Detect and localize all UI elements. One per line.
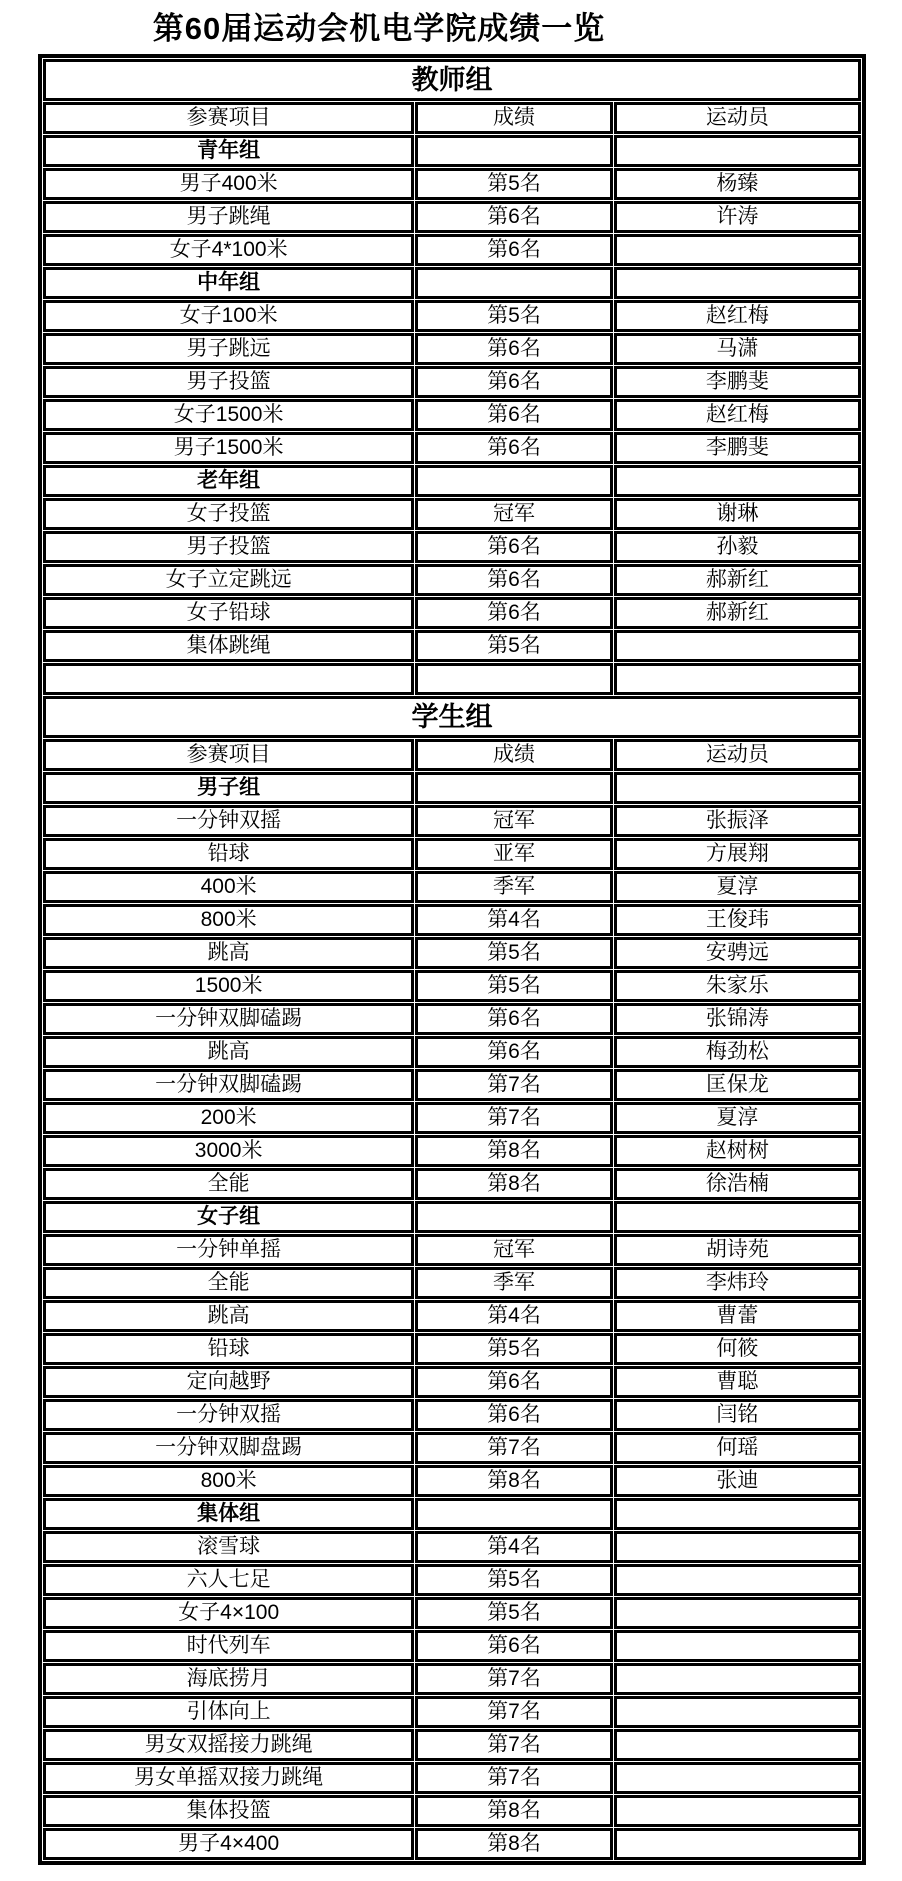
- table-row: [43, 300, 861, 332]
- table-row: [43, 531, 861, 563]
- table-row: [43, 1762, 861, 1794]
- event-cell: 男子400米: [43, 168, 414, 200]
- result-cell: 第6名: [415, 366, 612, 398]
- table-row: [43, 1333, 861, 1365]
- column-header-cell-2: 运动员: [614, 102, 861, 134]
- event-cell: 男子投篮: [43, 366, 414, 398]
- result-cell: 第6名: [415, 333, 612, 365]
- event-cell: 定向越野: [43, 1366, 414, 1398]
- athlete-cell: [614, 1663, 861, 1695]
- athlete-cell: 许涛: [614, 201, 861, 233]
- table-row: [43, 1003, 861, 1035]
- table-row: [43, 498, 861, 530]
- table-row: [43, 201, 861, 233]
- group-empty-result-cell: [415, 465, 612, 497]
- athlete-cell: [614, 1564, 861, 1596]
- athlete-cell: [614, 1729, 861, 1761]
- event-cell: 800米: [43, 1465, 414, 1497]
- group-empty-result-cell: [415, 1498, 612, 1530]
- table-row: [43, 432, 861, 464]
- athlete-cell: 张振泽: [614, 805, 861, 837]
- event-cell: 女子铅球: [43, 597, 414, 629]
- athlete-cell: 郝新红: [614, 597, 861, 629]
- table-row: [43, 970, 861, 1002]
- column-header-cell-0: 参赛项目: [43, 739, 414, 771]
- group-name-cell: 老年组: [43, 465, 414, 497]
- athlete-cell: 闫铭: [614, 1399, 861, 1431]
- table-row: [43, 1630, 861, 1662]
- result-cell: 第6名: [415, 1399, 612, 1431]
- result-cell: 第6名: [415, 597, 612, 629]
- event-cell: 一分钟双摇: [43, 1399, 414, 1431]
- table-row: [43, 838, 861, 870]
- table-row: [43, 333, 861, 365]
- athlete-cell: 何瑶: [614, 1432, 861, 1464]
- event-cell: 男子投篮: [43, 531, 414, 563]
- result-cell: 第6名: [415, 432, 612, 464]
- table-row: [43, 168, 861, 200]
- section-header-cell: 学生组: [43, 696, 861, 738]
- table-row: [43, 805, 861, 837]
- result-cell: 第7名: [415, 1069, 612, 1101]
- result-cell: 第6名: [415, 1630, 612, 1662]
- athlete-cell: 夏淳: [614, 1102, 861, 1134]
- athlete-cell: 张锦涛: [614, 1003, 861, 1035]
- table-row: [43, 1729, 861, 1761]
- event-cell: 女子投篮: [43, 498, 414, 530]
- athlete-cell: 曹聪: [614, 1366, 861, 1398]
- event-cell: 女子1500米: [43, 399, 414, 431]
- page: [0, 8, 902, 1881]
- table-row: [43, 1828, 861, 1860]
- table-row: [43, 1300, 861, 1332]
- athlete-cell: [614, 1762, 861, 1794]
- group-name-row: [43, 465, 861, 497]
- table-row: [43, 1135, 861, 1167]
- result-cell: 第8名: [415, 1168, 612, 1200]
- event-cell: 六人七足: [43, 1564, 414, 1596]
- table-row: [43, 1432, 861, 1464]
- athlete-cell: [614, 630, 861, 662]
- athlete-cell: 谢琳: [614, 498, 861, 530]
- table-row: [43, 1795, 861, 1827]
- event-cell: 一分钟双脚盘踢: [43, 1432, 414, 1464]
- result-cell: 第4名: [415, 1300, 612, 1332]
- table-row: [43, 1102, 861, 1134]
- athlete-cell: 何筱: [614, 1333, 861, 1365]
- section-header-row: [43, 59, 861, 101]
- athlete-cell: 匡保龙: [614, 1069, 861, 1101]
- table-row: [43, 1069, 861, 1101]
- result-cell: 冠军: [415, 1234, 612, 1266]
- result-cell: 第7名: [415, 1762, 612, 1794]
- event-cell: 女子4×100: [43, 1597, 414, 1629]
- athlete-cell: [614, 1630, 861, 1662]
- result-cell: 季军: [415, 1267, 612, 1299]
- event-cell: 女子4*100米: [43, 234, 414, 266]
- event-cell: 跳高: [43, 937, 414, 969]
- column-header-cell-0: 参赛项目: [43, 102, 414, 134]
- table-row: [43, 1399, 861, 1431]
- table-row: [43, 904, 861, 936]
- table-row: [43, 1234, 861, 1266]
- athlete-cell: 郝新红: [614, 564, 861, 596]
- result-cell: 第8名: [415, 1795, 612, 1827]
- athlete-cell: 曹蕾: [614, 1300, 861, 1332]
- column-header-row: [43, 739, 861, 771]
- table-row: [43, 1267, 861, 1299]
- athlete-cell: [614, 1531, 861, 1563]
- event-cell: 男女双摇接力跳绳: [43, 1729, 414, 1761]
- event-cell: 全能: [43, 1267, 414, 1299]
- table-row: [43, 1564, 861, 1596]
- event-cell: 男子1500米: [43, 432, 414, 464]
- athlete-cell: 赵红梅: [614, 300, 861, 332]
- result-cell: 季军: [415, 871, 612, 903]
- athlete-cell: 夏淳: [614, 871, 861, 903]
- event-cell: 800米: [43, 904, 414, 936]
- table-row: [43, 1036, 861, 1068]
- athlete-cell: 李鹏斐: [614, 366, 861, 398]
- event-cell: 男子4×400: [43, 1828, 414, 1860]
- event-cell: 跳高: [43, 1300, 414, 1332]
- athlete-cell: 安骋远: [614, 937, 861, 969]
- group-name-row: [43, 267, 861, 299]
- group-empty-result-cell: [415, 1201, 612, 1233]
- result-cell: 第6名: [415, 234, 612, 266]
- table-row: [43, 1531, 861, 1563]
- event-cell: 引体向上: [43, 1696, 414, 1728]
- athlete-cell: [614, 1597, 861, 1629]
- table-row: [43, 1465, 861, 1497]
- event-cell: 时代列车: [43, 1630, 414, 1662]
- table-row: [43, 1663, 861, 1695]
- group-empty-athlete-cell: [614, 1201, 861, 1233]
- event-cell: 男女单摇双接力跳绳: [43, 1762, 414, 1794]
- section-header-row: [43, 696, 861, 738]
- group-name-cell: 集体组: [43, 1498, 414, 1530]
- event-cell: 一分钟双脚磕踢: [43, 1003, 414, 1035]
- athlete-cell: 张迪: [614, 1465, 861, 1497]
- athlete-cell: [614, 1696, 861, 1728]
- result-cell: 第7名: [415, 1696, 612, 1728]
- table-row: [43, 564, 861, 596]
- result-cell: 第5名: [415, 1597, 612, 1629]
- group-name-row: [43, 1201, 861, 1233]
- result-cell: 亚军: [415, 838, 612, 870]
- result-cell: 冠军: [415, 498, 612, 530]
- result-cell: 第7名: [415, 1102, 612, 1134]
- athlete-cell: 李炜玲: [614, 1267, 861, 1299]
- group-empty-result-cell: [415, 135, 612, 167]
- group-name-row: [43, 772, 861, 804]
- group-empty-athlete-cell: [614, 1498, 861, 1530]
- result-cell: 第6名: [415, 399, 612, 431]
- group-name-cell: 中年组: [43, 267, 414, 299]
- result-cell: 第6名: [415, 564, 612, 596]
- athlete-cell: 杨臻: [614, 168, 861, 200]
- event-cell: 集体跳绳: [43, 630, 414, 662]
- athlete-cell: 李鹏斐: [614, 432, 861, 464]
- result-cell: 第7名: [415, 1432, 612, 1464]
- athlete-cell: [614, 1828, 861, 1860]
- event-cell: 一分钟双脚磕踢: [43, 1069, 414, 1101]
- result-cell: 第5名: [415, 630, 612, 662]
- column-header-cell-1: 成绩: [415, 102, 612, 134]
- result-cell: 第6名: [415, 1003, 612, 1035]
- column-header-row: [43, 102, 861, 134]
- event-cell: 全能: [43, 1168, 414, 1200]
- event-cell: 跳高: [43, 1036, 414, 1068]
- group-name-cell: 青年组: [43, 135, 414, 167]
- athlete-cell: 赵红梅: [614, 399, 861, 431]
- event-cell: 400米: [43, 871, 414, 903]
- athlete-cell: 马潇: [614, 333, 861, 365]
- event-cell: 200米: [43, 1102, 414, 1134]
- athlete-cell: 王俊玮: [614, 904, 861, 936]
- athlete-cell: [614, 1795, 861, 1827]
- event-cell: 海底捞月: [43, 1663, 414, 1695]
- event-cell: 滚雪球: [43, 1531, 414, 1563]
- group-empty-athlete-cell: [614, 465, 861, 497]
- event-cell: 铅球: [43, 1333, 414, 1365]
- result-cell: 第5名: [415, 1564, 612, 1596]
- table-row: [43, 399, 861, 431]
- empty-result-cell: [415, 663, 612, 695]
- result-cell: 第6名: [415, 201, 612, 233]
- result-cell: 第8名: [415, 1465, 612, 1497]
- athlete-cell: 胡诗苑: [614, 1234, 861, 1266]
- athlete-cell: 梅劲松: [614, 1036, 861, 1068]
- table-row: [43, 1597, 861, 1629]
- table-row: [43, 871, 861, 903]
- group-empty-athlete-cell: [614, 772, 861, 804]
- table-row: [43, 937, 861, 969]
- athlete-cell: 赵树树: [614, 1135, 861, 1167]
- result-cell: 第4名: [415, 904, 612, 936]
- athlete-cell: 朱家乐: [614, 970, 861, 1002]
- event-cell: 男子跳远: [43, 333, 414, 365]
- table-row: [43, 630, 861, 662]
- result-cell: 冠军: [415, 805, 612, 837]
- result-cell: 第5名: [415, 1333, 612, 1365]
- result-cell: 第8名: [415, 1828, 612, 1860]
- event-cell: 一分钟单摇: [43, 1234, 414, 1266]
- result-cell: 第5名: [415, 300, 612, 332]
- table-row: [43, 1366, 861, 1398]
- athlete-cell: [614, 234, 861, 266]
- group-name-cell: 男子组: [43, 772, 414, 804]
- result-cell: 第8名: [415, 1135, 612, 1167]
- result-cell: 第5名: [415, 937, 612, 969]
- result-cell: 第5名: [415, 168, 612, 200]
- column-header-cell-2: 运动员: [614, 739, 861, 771]
- empty-athlete-cell: [614, 663, 861, 695]
- table-row: [43, 366, 861, 398]
- empty-spacer-row: [43, 663, 861, 695]
- result-cell: 第4名: [415, 1531, 612, 1563]
- athlete-cell: 方展翔: [614, 838, 861, 870]
- result-cell: 第5名: [415, 970, 612, 1002]
- results-table: [38, 54, 866, 1865]
- event-cell: 集体投篮: [43, 1795, 414, 1827]
- athlete-cell: 孙毅: [614, 531, 861, 563]
- event-cell: 男子跳绳: [43, 201, 414, 233]
- event-cell: 铅球: [43, 838, 414, 870]
- group-empty-result-cell: [415, 772, 612, 804]
- event-cell: 1500米: [43, 970, 414, 1002]
- table-row: [43, 597, 861, 629]
- event-cell: 3000米: [43, 1135, 414, 1167]
- group-empty-athlete-cell: [614, 135, 861, 167]
- result-cell: 第6名: [415, 1366, 612, 1398]
- group-name-row: [43, 135, 861, 167]
- result-cell: 第7名: [415, 1663, 612, 1695]
- table-row: [43, 1168, 861, 1200]
- event-cell: 女子立定跳远: [43, 564, 414, 596]
- empty-event-cell: [43, 663, 414, 695]
- table-row: [43, 234, 861, 266]
- table-row: [43, 1696, 861, 1728]
- group-name-row: [43, 1498, 861, 1530]
- group-empty-athlete-cell: [614, 267, 861, 299]
- group-empty-result-cell: [415, 267, 612, 299]
- column-header-cell-1: 成绩: [415, 739, 612, 771]
- result-cell: 第6名: [415, 1036, 612, 1068]
- section-header-cell: 教师组: [43, 59, 861, 101]
- page-title: 第60届运动会机电学院成绩一览: [152, 11, 606, 46]
- event-cell: 一分钟双摇: [43, 805, 414, 837]
- event-cell: 女子100米: [43, 300, 414, 332]
- result-cell: 第6名: [415, 531, 612, 563]
- athlete-cell: 徐浩楠: [614, 1168, 861, 1200]
- result-cell: 第7名: [415, 1729, 612, 1761]
- group-name-cell: 女子组: [43, 1201, 414, 1233]
